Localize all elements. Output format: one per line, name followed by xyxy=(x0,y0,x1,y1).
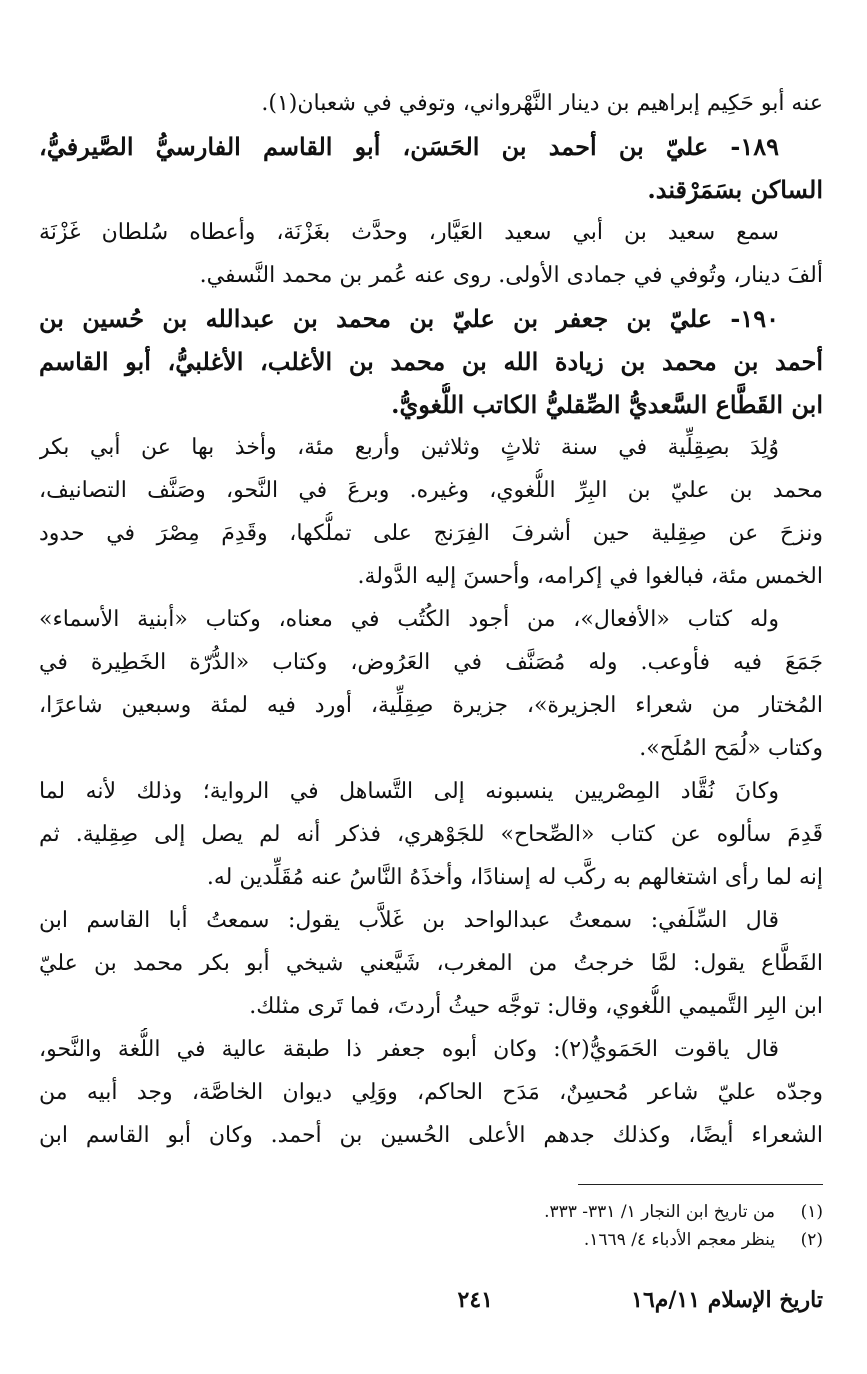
text-line: محمد بن عليّ بن البِرِّ اللُّغوي، وغيره. وبرعَ في النَّحو، وصَنَّف التصانيف، xyxy=(39,478,823,503)
page-number: ٢٤١ xyxy=(457,1287,493,1313)
text-line: ١٨٩- عليّ بن أحمد بن الحَسَن، أبو القاسم الفارسيُّ الصَّيرفيُّ، xyxy=(39,132,779,161)
text-line: الخمس مئة، فبالغوا في إكرامه، وأحسنَ إليه الدَّولة. xyxy=(357,564,823,589)
running-title: تاريخ الإسلام ١١/م١٦ xyxy=(631,1287,823,1313)
text-line: الساكن بسَمَرْقند. xyxy=(647,175,823,204)
text-line: وجدّه عليّ شاعر مُحسِنٌ، مَدَح الحاكم، ووَلِي ديوان الخاصَّة، وجد أبيه من xyxy=(39,1080,823,1105)
footnotes xyxy=(39,1198,823,1254)
footnote-number: (١) xyxy=(800,1202,823,1222)
text-line: إنه لما رأى اشتغالهم به ركَّب له إسنادًا، وأخذَهُ النَّاسُ عنه مُقَلِّدين له. xyxy=(206,865,823,890)
text-line: عنه أبو حَكِيم إبراهيم بن دينار النَّهْرواني، وتوفي في شعبان(١). xyxy=(261,91,823,116)
text-line: قال ياقوت الحَمَويُّ(٢): وكان أبوه جعفر ذا طبقة عالية في اللُّغة والنَّحو، xyxy=(39,1037,779,1062)
text-line: وكانَ نُقَّاد المِصْريين ينسبونه إلى التَّساهل في الرواية؛ وذلك لأنه لما xyxy=(39,779,779,804)
text-line: ابن البِر التَّميمي اللُّغوي، وقال: توجَّه حيثُ أردتَ، فما تَرى مثلك. xyxy=(249,994,823,1019)
footnote-text: من تاريخ ابن النجار ١/ ٣٣١- ٣٣٣. xyxy=(544,1202,775,1222)
text-line: ١٩٠- عليّ بن جعفر بن عليّ بن محمد بن عبدالله بن حُسين بن xyxy=(39,304,779,333)
text-line: قال السِّلَفي: سمعتُ عبدالواحد بن غَلاَّب يقول: سمعتُ أبا القاسم ابن xyxy=(39,908,779,933)
text-line: قَدِمَ سألوه عن كتاب «الصِّحاح» للجَوْهري، فذكر أنه لم يصل إلى صِقِلية. ثم xyxy=(39,822,823,847)
footnote-separator xyxy=(578,1184,823,1185)
footnote-number: (٢) xyxy=(800,1230,823,1250)
text-line: ألفَ دينار، وتُوفي في جمادى الأولى. روى عنه عُمر بن محمد النَّسفي. xyxy=(199,263,823,288)
text-line: وله كتاب «الأفعال»، من أجود الكُتُب في معناه، وكتاب «أبنية الأسماء» xyxy=(39,607,779,632)
text-line: ونزحَ عن صِقِلية حين أشرفَ الفِرَنج على تملُّكها، وقَدِمَ مِصْرَ في حدود xyxy=(39,521,823,546)
text-line: ابن القَطَّاع السَّعديُّ الصِّقليُّ الكاتب اللُّغويُّ. xyxy=(391,390,823,419)
text-line: جَمَعَ فيه فأوعب. وله مُصَنَّف في العَرُوض، وكتاب «الدُّرّة الخَطِيرة في xyxy=(39,650,823,675)
footnote xyxy=(39,1198,823,1226)
main-text xyxy=(39,82,823,1157)
page-footer xyxy=(39,1280,823,1320)
text-line: القَطَّاع يقول: لمَّا خرجتُ من المغرب، شَيَّعني شيخي أبو بكر محمد بن عليّ xyxy=(39,951,823,976)
footnote-text: ينظر معجم الأدباء ٤/ ١٦٦٩. xyxy=(583,1230,775,1250)
text-line: أحمد بن محمد بن زيادة الله بن محمد بن الأغلب، الأغلبيُّ، أبو القاسم xyxy=(39,347,823,376)
text-line: سمع سعيد بن أبي سعيد العَيَّار، وحدَّث بغَزْنَة، وأعطاه سُلطان غَزْنَة xyxy=(39,220,779,245)
text-line: الشعراء أيضًا، وكذلك جدهم الأعلى الحُسين بن أحمد. وكان أبو القاسم ابن xyxy=(39,1123,823,1148)
footnote xyxy=(39,1226,823,1254)
text-line: وكتاب «لُمَح المُلَح». xyxy=(639,736,823,761)
text-line: وُلِدَ بصِقِلِّية في سنة ثلاثٍ وثلاثين وأربع مئة، وأخذ بها عن أبي بكر xyxy=(39,435,779,460)
text-line: المُختار من شعراء الجزيرة»، جزيرة صِقِلِّية، أورد فيه لمئة وسبعين شاعرًا، xyxy=(39,693,823,718)
